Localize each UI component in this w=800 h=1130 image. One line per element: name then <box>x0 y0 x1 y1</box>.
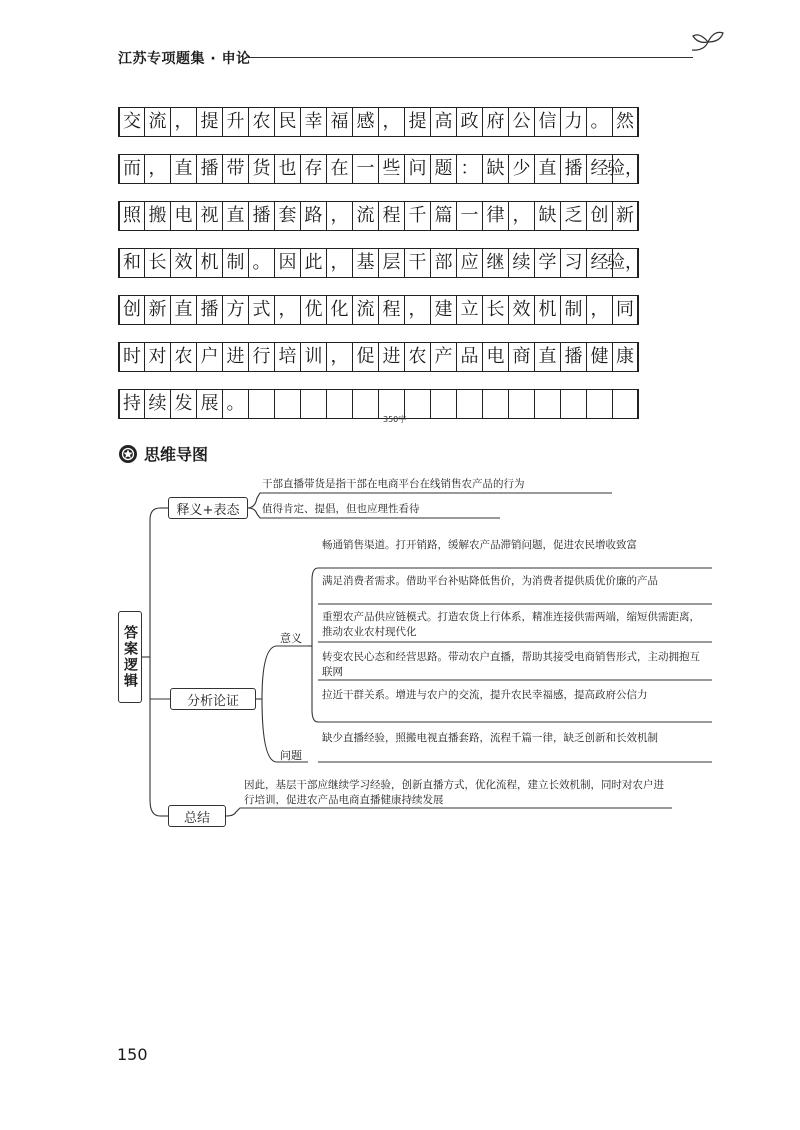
essay-grid-cell: 播 <box>248 201 275 231</box>
essay-grid-cell: 升 <box>222 107 249 137</box>
essay-grid-cell: 习 <box>560 248 587 278</box>
essay-grid-cell: 流 <box>144 107 171 137</box>
essay-grid-cell: 乏 <box>560 201 587 231</box>
essay-grid-cell: 经 <box>586 154 613 184</box>
essay-grid-cell: 路 <box>300 201 327 231</box>
essay-grid-cell: 问 <box>404 154 431 184</box>
essay-grid-cell: 产 <box>430 342 457 372</box>
essay-grid-cell: 建 <box>430 295 457 325</box>
meaning-item-5: 拉近干群关系。增进与农户的交流，提升农民幸福感，提高政府公信力 <box>322 689 648 701</box>
essay-grid-cell: 制 <box>222 248 249 278</box>
essay-grid-cell: 流 <box>352 201 379 231</box>
essay-grid-cell: 新 <box>144 295 171 325</box>
essay-grid-cell: 学 <box>534 248 561 278</box>
essay-grid-cell: 长 <box>482 295 509 325</box>
branch-summary-node <box>168 805 226 827</box>
essay-grid-cell: 新 <box>612 201 639 231</box>
page-number: 150 <box>117 1045 148 1064</box>
essay-grid-cell: ， <box>170 107 197 137</box>
essay-grid-cell: 篇 <box>430 201 457 231</box>
essay-grid-cell: 直 <box>170 154 197 184</box>
essay-grid-cell: 一 <box>352 154 379 184</box>
essay-grid-cell: 提 <box>196 107 223 137</box>
essay-grid-cell: 农 <box>170 342 197 372</box>
meaning-label: 意义 <box>280 632 302 645</box>
essay-grid-cell: 。 <box>222 389 249 419</box>
essay-grid-cell: 在 <box>326 154 353 184</box>
meaning-item-1: 畅通销售渠道。打开销路，缓解农产品滞销问题，促进农民增收致富 <box>322 539 637 551</box>
root-label: 答案逻辑 <box>122 625 138 689</box>
essay-grid-cell: 感 <box>352 107 379 137</box>
essay-grid-cell: 验， <box>612 154 639 184</box>
essay-grid-cell: 缺 <box>534 201 561 231</box>
essay-grid-cell: 播 <box>196 295 223 325</box>
essay-grid-cell: 对 <box>144 342 171 372</box>
essay-grid-cell: 立 <box>456 295 483 325</box>
problem-label: 问题 <box>280 749 302 762</box>
mindmap-heading-text: 思维导图 <box>144 445 209 464</box>
essay-grid-cell: 户 <box>196 342 223 372</box>
essay-grid-cell: ， <box>326 342 353 372</box>
essay-grid-cell: 和 <box>118 248 145 278</box>
essay-grid-cell: 高 <box>430 107 457 137</box>
essay-grid-cell: ： <box>456 154 483 184</box>
essay-grid-cell: 健 <box>586 342 613 372</box>
essay-grid-cell: 存 <box>300 154 327 184</box>
essay-grid-cell: 少 <box>508 154 535 184</box>
essay-grid-cell: 验， <box>612 248 639 278</box>
essay-grid-cell: 促 <box>352 342 379 372</box>
essay-grid-cell: 应 <box>456 248 483 278</box>
branch-analysis-node <box>170 688 256 710</box>
essay-grid-cell: 因 <box>274 248 301 278</box>
essay-grid-cell: 流 <box>352 295 379 325</box>
essay-grid-cell: 效 <box>508 295 535 325</box>
essay-grid-cell: 继 <box>482 248 509 278</box>
essay-grid-cell: 电 <box>482 342 509 372</box>
essay-grid-cell: 干 <box>404 248 431 278</box>
mindmap-root-node <box>118 611 142 703</box>
essay-grid-cell: 照 <box>118 201 145 231</box>
essay-grid-cell: 商 <box>508 342 535 372</box>
essay-grid-cell: 套 <box>274 201 301 231</box>
essay-grid-cell: 民 <box>274 107 301 137</box>
essay-grid-cell: ， <box>326 248 353 278</box>
essay-grid-cell: 效 <box>170 248 197 278</box>
essay-grid-cell: 而 <box>118 154 145 184</box>
essay-grid-cell: 经 <box>586 248 613 278</box>
essay-grid-cell: 部 <box>430 248 457 278</box>
essay-grid-cell: 信 <box>534 107 561 137</box>
essay-grid-cell: 福 <box>326 107 353 137</box>
essay-grid-cell: 农 <box>248 107 275 137</box>
essay-grid-cell: 一 <box>456 201 483 231</box>
essay-grid-cell: 基 <box>352 248 379 278</box>
essay-grid-cell: 直 <box>170 295 197 325</box>
essay-grid-cell: 搬 <box>144 201 171 231</box>
essay-grid-cell: 展 <box>196 389 223 419</box>
essay-grid-cell: 政 <box>456 107 483 137</box>
essay-grid-cell: 培 <box>274 342 301 372</box>
essay-grid-cell: 程 <box>378 201 405 231</box>
essay-grid-cell: 题 <box>430 154 457 184</box>
summary-text: 因此，基层干部应继续学习经验，创新直播方式，优化流程，建立长效机制，同时对农户进行培训，促进农产品电商直播健康持续发展 <box>244 779 664 806</box>
essay-grid-cell: 些 <box>378 154 405 184</box>
essay-grid-cell: 续 <box>508 248 535 278</box>
essay-grid-cell: 康 <box>612 342 639 372</box>
header-title: 江苏专项题集 · 申论 <box>118 51 251 67</box>
essay-grid-cell: 续 <box>144 389 171 419</box>
essay-grid-cell: 机 <box>534 295 561 325</box>
essay-grid-cell: 也 <box>274 154 301 184</box>
essay-grid-cell: 。 <box>248 248 275 278</box>
branch-definition-node <box>168 497 248 519</box>
essay-grid-cell: 然 <box>612 107 639 137</box>
essay-grid-cell: 播 <box>560 154 587 184</box>
essay-grid-cell: 货 <box>248 154 275 184</box>
problem-text: 缺少直播经验，照搬电视直播套路，流程千篇一律，缺乏创新和长效机制 <box>322 732 658 744</box>
essay-grid-cell: 播 <box>196 154 223 184</box>
essay-grid-cell: 优 <box>300 295 327 325</box>
essay-grid-cell: ， <box>274 295 301 325</box>
essay-grid-cell: 力 <box>560 107 587 137</box>
essay-grid-cell: 千 <box>404 201 431 231</box>
essay-grid-cell: 府 <box>482 107 509 137</box>
meaning-item-3: 重塑农产品供应链模式。打造农货上行体系，精准连接供需两端，缩短供需距离，推动农业农村现代化 <box>322 611 700 638</box>
essay-grid-cell: 直 <box>534 154 561 184</box>
essay-grid-cell: 交 <box>118 107 145 137</box>
essay-grid-cell: 程 <box>378 295 405 325</box>
essay-grid-cell: 播 <box>560 342 587 372</box>
essay-grid-cell: 幸 <box>300 107 327 137</box>
essay-grid-cell: 层 <box>378 248 405 278</box>
branch-analysis-label: 分析论证 <box>186 693 239 709</box>
essay-grid-cell: 同 <box>612 295 639 325</box>
essay-grid-cell: 创 <box>118 295 145 325</box>
essay-grid-cell: ， <box>404 295 431 325</box>
essay-grid-cell: 发 <box>170 389 197 419</box>
essay-grid-cell: 方 <box>222 295 249 325</box>
essay-grid-cell: 时 <box>118 342 145 372</box>
definition-text-2: 值得肯定、提倡，但也应理性看待 <box>262 503 420 515</box>
essay-grid-cell: 制 <box>560 295 587 325</box>
essay-grid-cell: ， <box>586 295 613 325</box>
essay-grid-cell: 缺 <box>482 154 509 184</box>
branch-definition-label: 释义+表态 <box>176 502 240 518</box>
essay-grid-cell: 持 <box>118 389 145 419</box>
essay-grid-cell: 公 <box>508 107 535 137</box>
essay-grid-cell: 提 <box>404 107 431 137</box>
essay-grid-cell: 进 <box>378 342 405 372</box>
essay-grid-cell: ， <box>378 107 405 137</box>
branch-summary-label: 总结 <box>183 810 210 826</box>
essay-grid-cell: 品 <box>456 342 483 372</box>
essay-grid-cell: 此 <box>300 248 327 278</box>
essay-grid-cell: 行 <box>248 342 275 372</box>
essay-grid-cell: 化 <box>326 295 353 325</box>
essay-grid-cell: 进 <box>222 342 249 372</box>
essay-grid-cell: 。 <box>586 107 613 137</box>
essay-grid-cell: 直 <box>222 201 249 231</box>
definition-text-1: 干部直播带货是指干部在电商平台在线销售农产品的行为 <box>262 478 525 490</box>
essay-grid-cell: 创 <box>586 201 613 231</box>
meaning-item-2: 满足消费者需求。借助平台补贴降低售价，为消费者提供质优价廉的产品 <box>322 575 658 587</box>
essay-grid-cell: 带 <box>222 154 249 184</box>
essay-grid-cell: 农 <box>404 342 431 372</box>
essay-grid-cell: 训 <box>300 342 327 372</box>
meaning-item-4: 转变农民心态和经营思路。带动农户直播，帮助其接受电商销售形式，主动拥抱互联网 <box>322 651 700 678</box>
essay-grid-cell: ， <box>326 201 353 231</box>
essay-grid-cell: 机 <box>196 248 223 278</box>
essay-grid-cell: 律 <box>482 201 509 231</box>
essay-grid-cell: 电 <box>170 201 197 231</box>
essay-grid-cell: ， <box>144 154 171 184</box>
essay-grid-cell: 式 <box>248 295 275 325</box>
word-count-label: 350字 <box>383 415 407 424</box>
essay-grid-cell: ， <box>508 201 535 231</box>
essay-grid-cell: 视 <box>196 201 223 231</box>
essay-grid-cell: 直 <box>534 342 561 372</box>
essay-grid-cell: 长 <box>144 248 171 278</box>
